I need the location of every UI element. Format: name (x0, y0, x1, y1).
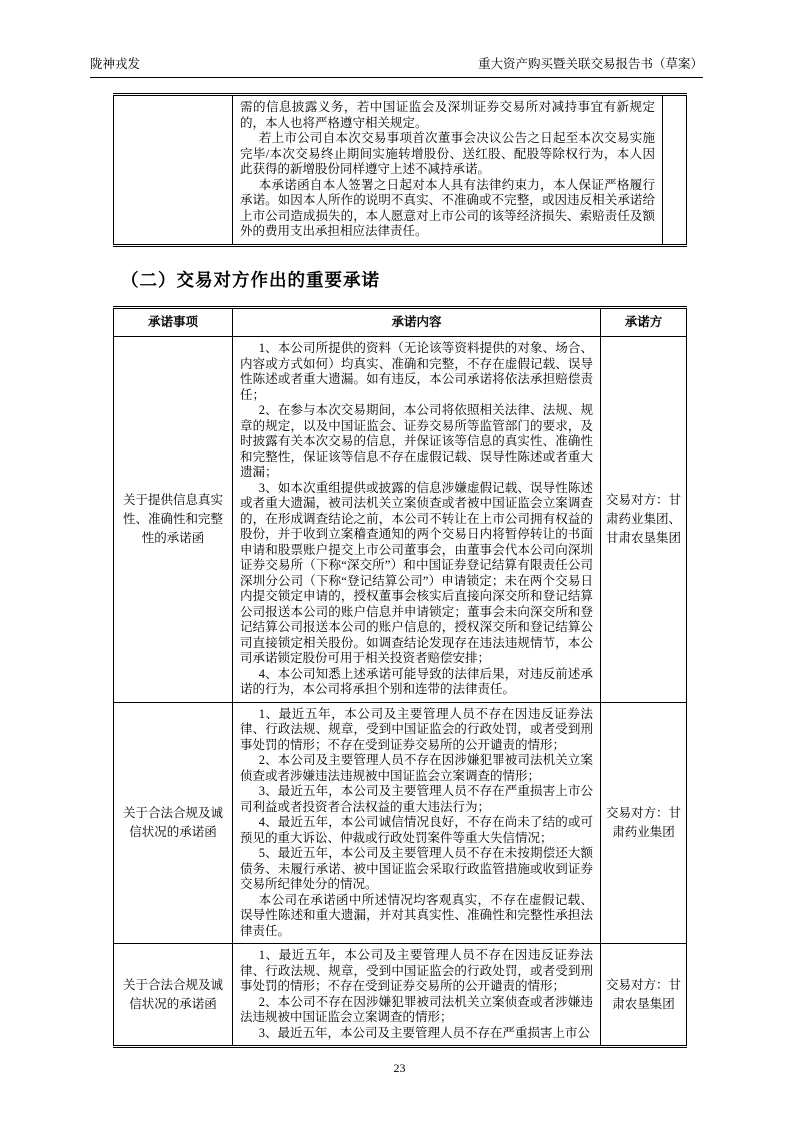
page-body (113, 93, 686, 1076)
commitment-paragraph: 5、最近五年，本公司及主要管理人员不存在未按期偿还大额债务、未履行承诺、被中国证监会采取行政监管措施或收到证券交易所纪律处分的情况。 (240, 846, 593, 891)
commitment-paragraph: 1、最近五年，本公司及主要管理人员不存在因违反证券法律、行政法规、规章，受到中国证监会的行政处罚，或者受到刑事处罚的情形；不存在受到证券交易所的公开谴责的情形； (240, 706, 593, 752)
commitment-paragraph: 3、最近五年，本公司及主要管理人员不存在严重损害上市公 (258, 1025, 591, 1040)
section-heading: （二）交易对方作出的重要承诺 (121, 269, 380, 290)
commitment-paragraph: 4、最近五年，本公司诚信情况良好，不存在尚未了结的或可预见的重大诉讼、仲裁或行政处罚案件等重大失信情况； (240, 815, 593, 845)
table-header-row (114, 307, 687, 337)
commitment-content (233, 702, 601, 944)
commitment-paragraph: 1、本公司所提供的资料（无论该等资料提供的对象、场合、内容或方式如何）均真实、准确和完整，不存在虚假记载、误导性陈述或者重大遗漏。如有违反，本公司承诺将依法承担赔偿责任； (240, 341, 593, 402)
table-row (114, 702, 687, 944)
page-number: 23 (393, 1061, 406, 1075)
commitment-party: 交易对方：甘肃药业集团、甘肃农垦集团 (601, 337, 687, 703)
commitment-paragraph: 3、如本次重组提供或披露的信息涉嫌虚假记载、误导性陈述或者重大遗漏，被司法机关立案侦查或者被中国证监会立案调查的，在形成调查结论之前，本公司不转让在上市公司拥有权益的股份，并于收到立案稽查通知的两个交易日内将暂停转让的书面申请和股票账户提交上市公司董事会，由董事会代本公司向深圳证券交易所（下称“深交所”）和中国证券登记结算有限责任公司深圳分公司（下称“登记结算公司”）申请锁定；未在两个交易日内提交锁定申请的，授权董事会核实后直接向深交所和登记结算公司报送本公司的账户信息并申请锁定；董事会未向深交所和登记结算公司报送本公司的账户信息的，授权深交所和登记结算公司直接锁定相关股份。如调查结论发现存在违法违规情节，本公司承诺锁定股份可用于相关投资者赔偿安排； (240, 480, 593, 665)
column-header-item: 承诺事项 (114, 307, 233, 337)
commitment-party: 交易对方：甘肃农垦集团 (601, 944, 687, 1047)
commitment-paragraph: 1、最近五年，本公司及主要管理人员不存在因违反证券法律、行政法规、规章，受到中国证监会的行政处罚，或者受到刑事处罚的情形；不存在受到证券交易所的公开谴责的情形； (240, 948, 593, 993)
commitment-party: 交易对方：甘肃药业集团 (601, 702, 687, 944)
commitment-paragraph: 需的信息披露义务，若中国证监会及深圳证券交易所对减持事宜有新规定的，本人也将严格遵守相关规定。 (240, 100, 655, 130)
commitments-table (113, 306, 687, 1049)
column-header-party: 承诺方 (601, 307, 687, 337)
commitment-paragraph: 若上市公司自本次交易事项首次董事会决议公告之日起至本次交易实施完毕/本次交易终止期间实施转增股份、送红股、配股等除权行为，本人因此获得的新增股份同样遵守上述不减持承诺。 (240, 131, 655, 176)
continuation-party-cell-empty (663, 95, 687, 246)
commitment-item: 关于合法合规及诚信状况的承诺函 (114, 702, 233, 944)
commitment-paragraph: 4、本公司知悉上述承诺可能导致的法律后果，对违反前述承诺的行为，本公司将承担个别和连带的法律责任。 (240, 666, 593, 696)
page-header (90, 54, 703, 78)
commitment-paragraph: 2、在参与本次交易期间，本公司将依照相关法律、法规、规章的规定，以及中国证监会、证券交易所等监管部门的要求，及时披露有关本次交易的信息，并保证该等信息的真实性、准确性和完整性，保证该等信息不存在虚假记载、误导性陈述或者重大遗漏； (240, 403, 593, 479)
commitment-paragraph: 3、最近五年，本公司及主要管理人员不存在严重损害上市公司利益或者投资者合法权益的重大违法行为； (240, 784, 593, 814)
commitment-content (233, 944, 601, 1047)
commitment-paragraph: 2、本公司不存在因涉嫌犯罪被司法机关立案侦查或者涉嫌违法违规被中国证监会立案调查的情形； (240, 994, 593, 1024)
table-row (114, 944, 687, 1047)
header-report-title: 重大资产购买暨关联交易报告书（草案） (477, 57, 703, 71)
commitment-paragraph: 本承诺函自本人签署之日起对本人具有法律约束力，本人保证严格履行承诺。如因本人所作的说明不真实、不准确或不完整，或因违反相关承诺给上市公司造成损失的，本人愿意对上市公司的该等经济损失、索赔责任及额外的费用支出承担相应法律责任。 (240, 177, 655, 238)
commitment-paragraph: 本公司在承诺函中所述情况均客观真实，不存在虚假记载、误导性陈述和重大遗漏，并对其真实性、准确性和完整性承担法律责任。 (240, 892, 593, 938)
table-row (114, 95, 687, 246)
header-company-name: 陇神戎发 (90, 57, 141, 71)
continuation-content-cell (233, 95, 663, 246)
commitment-content (233, 337, 601, 703)
commitment-paragraph: 2、本公司及主要管理人员不存在因涉嫌犯罪被司法机关立案侦查或者涉嫌违法违规被中国证监会立案调查的情形； (240, 753, 593, 783)
commitment-item: 关于合法合规及诚信状况的承诺函 (114, 944, 233, 1047)
continuation-table (113, 93, 687, 247)
continuation-item-cell-empty (114, 95, 233, 246)
commitment-item: 关于提供信息真实性、准确性和完整性的承诺函 (114, 337, 233, 703)
column-header-content: 承诺内容 (233, 307, 601, 337)
table-row (114, 337, 687, 703)
